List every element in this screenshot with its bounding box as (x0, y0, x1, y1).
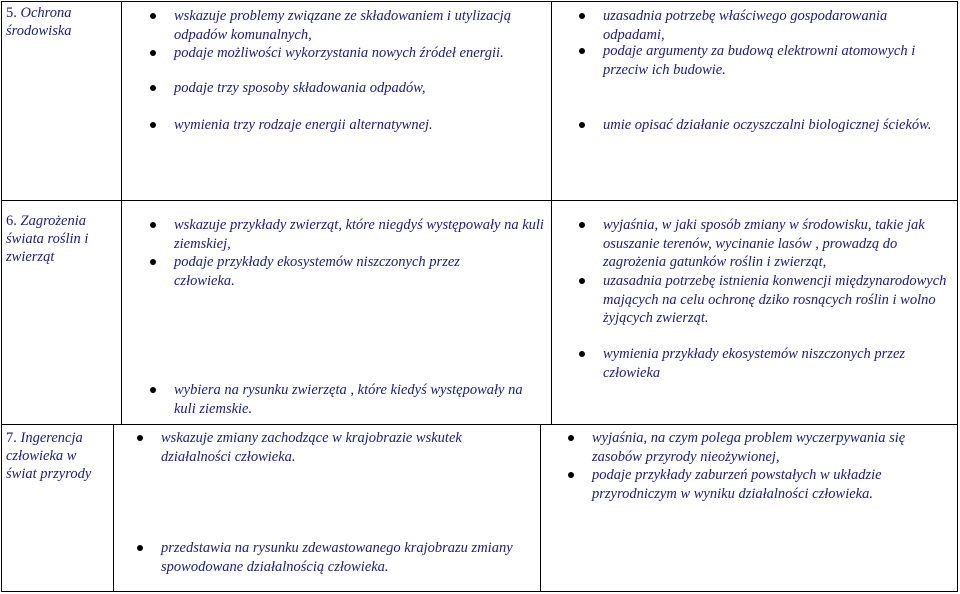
topic-number: 7. (6, 430, 17, 446)
list-item: wskazuje zmiany zachodzące w krajobrazie wskutek działalności człowieka. (161, 429, 511, 466)
list-item: podaje przykłady ekosystemów niszczonych przez człowieka. (174, 253, 524, 290)
list-item: wyjaśnia, na czym polega problem wyczerpywania się zasobów przyrody nieożywionej, (592, 429, 952, 466)
topic-title: Ingerencja człowieka w świat przyrody (6, 430, 92, 482)
row-divider (1, 200, 958, 201)
list-item: podaje trzy sposoby składowania odpadów, (174, 79, 524, 98)
topic-number: 5. (6, 5, 17, 21)
row-divider (1, 424, 958, 425)
col-divider (551, 1, 552, 424)
list-item: wskazuje problemy związane ze składowaniem i utylizacją odpadów komunalnych, (174, 7, 524, 44)
list-item: uzasadnia potrzebę właściwego gospodarowania odpadami, (603, 7, 903, 44)
list-item: wskazuje przykłady zwierząt, które niegdyś występowały na kuli ziemskiej, (174, 217, 544, 252)
topic-cell (6, 4, 116, 40)
col-divider (540, 424, 541, 592)
list-item: wybiera na rysunku zwierzęta , które kiedyś występowały na kuli ziemskie. (174, 381, 544, 418)
list-item: wymienia przykłady ekosystemów niszczonych przez człowieka (603, 345, 948, 382)
topic-title: Zagrożenia świata roślin i zwierząt (6, 213, 89, 265)
topic-cell (6, 212, 116, 266)
list-item: umie opisać działanie oczyszczalni biologicznej ścieków. (603, 117, 932, 133)
list-item: podaje argumenty za budową elektrowni atomowych i przeciw ich budowie. (603, 42, 953, 79)
list-item: przedstawia na rysunku zdewastowanego krajobrazu zmiany spowodowane działalnością człowieka. (161, 539, 521, 576)
list-item: wymienia trzy rodzaje energii alternatywnej. (174, 116, 524, 135)
col-divider (121, 1, 122, 424)
col-divider (113, 424, 114, 592)
topic-number: 6. (6, 213, 17, 229)
list-item: uzasadnia potrzebę istnienia konwencji międzynarodowych mających na celu ochronę dziko rosnących roślin i wolno żyjących zwierząt. (603, 273, 947, 326)
list-item: wyjaśnia, w jaki sposób zmiany w środowisku, takie jak osuszanie terenów, wycinanie lasów , prowadzą do zagrożenia gatunków roślin i zwierząt, (603, 216, 943, 272)
list-item: podaje przykłady zaburzeń powstałych w układzie przyrodniczym w wyniku działalności człowieka. (592, 466, 932, 503)
topic-title: Ochrona środowiska (6, 5, 72, 39)
topic-cell (6, 429, 110, 483)
list-item: podaje możliwości wykorzystania nowych źródeł energii. (174, 44, 554, 63)
